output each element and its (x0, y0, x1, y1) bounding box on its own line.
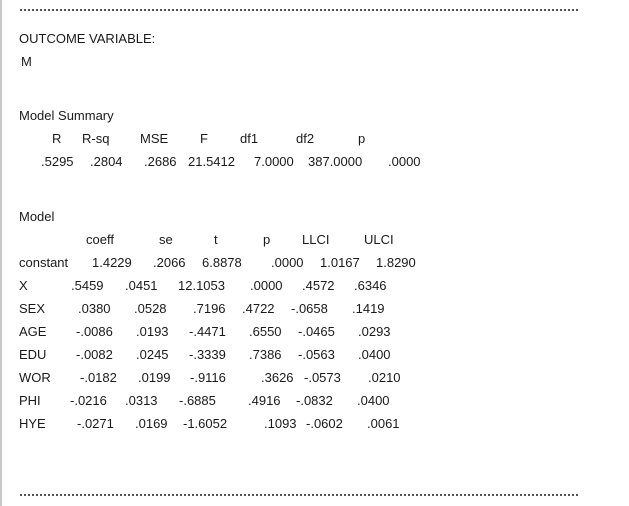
bottom-separator (19, 493, 579, 497)
model-header-llci: LLCI (302, 232, 330, 247)
ulci-cell: .0210 (368, 370, 401, 385)
coeff-cell: -.0216 (70, 393, 107, 408)
model-header-se: se (159, 232, 173, 247)
row-label: AGE (19, 324, 47, 339)
summary-header-df2: df2 (296, 131, 315, 146)
coeff-cell: -.0182 (80, 370, 117, 385)
se-cell: .0199 (138, 370, 171, 385)
p-cell: .7386 (249, 347, 282, 362)
model-summary-title: Model Summary (19, 108, 114, 123)
t-cell: -.3339 (189, 347, 226, 362)
p-cell: .1093 (264, 416, 297, 431)
summary-header-p: p (358, 131, 366, 146)
p-cell: .4722 (242, 301, 275, 316)
summary-value-mse: .2686 (144, 154, 177, 169)
model-row-sex (2, 301, 629, 316)
model-header-t: t (214, 232, 218, 247)
model-header-coeff: coeff (86, 232, 114, 247)
summary-value-f: 21.5412 (188, 154, 235, 169)
llci-cell: -.0465 (298, 324, 335, 339)
llci-cell: 1.0167 (320, 255, 360, 270)
llci-cell: -.0563 (298, 347, 335, 362)
top-separator (19, 8, 579, 12)
llci-cell: .4572 (302, 278, 335, 293)
row-label: PHI (19, 393, 41, 408)
outcome-value: M (21, 54, 32, 69)
model-row-age (2, 324, 629, 339)
row-label: EDU (19, 347, 47, 362)
outcome-label: OUTCOME VARIABLE: (19, 31, 156, 46)
t-cell: -1.6052 (183, 416, 228, 431)
se-cell: .0169 (135, 416, 168, 431)
summary-value-df2: 387.0000 (308, 154, 363, 169)
summary-header-mse: MSE (140, 131, 169, 146)
t-cell: -.6885 (179, 393, 216, 408)
t-cell: 6.8878 (202, 255, 242, 270)
model-row-edu (2, 347, 629, 362)
ulci-cell: .0400 (357, 393, 390, 408)
t-cell: -.4471 (189, 324, 226, 339)
p-cell: .0000 (271, 255, 304, 270)
model-row-phi (2, 393, 629, 408)
summary-header-r: R (52, 131, 62, 146)
summary-value-rsq: .2804 (90, 154, 123, 169)
row-label: SEX (19, 301, 46, 316)
t-cell: -.9116 (190, 370, 226, 385)
se-cell: .2066 (153, 255, 186, 270)
summary-value-row (2, 154, 629, 169)
ulci-cell: 1.8290 (376, 255, 416, 270)
llci-cell: -.0832 (296, 393, 333, 408)
summary-value-r: .5295 (41, 154, 74, 169)
ulci-cell: .6346 (354, 278, 387, 293)
coeff-cell: 1.4229 (92, 255, 132, 270)
llci-cell: -.0573 (304, 370, 341, 385)
t-cell: .7196 (193, 301, 226, 316)
coeff-cell: .5459 (71, 278, 104, 293)
llci-cell: -.0602 (306, 416, 343, 431)
coeff-cell: -.0086 (76, 324, 113, 339)
model-row-wor (2, 370, 629, 385)
model-row-constant (2, 255, 629, 270)
model-header-ulci: ULCI (364, 232, 394, 247)
coeff-cell: -.0082 (76, 347, 113, 362)
se-cell: .0528 (134, 301, 167, 316)
model-row-x (2, 278, 629, 293)
se-cell: .0313 (125, 393, 158, 408)
ulci-cell: .0293 (358, 324, 391, 339)
row-label: X (19, 278, 28, 293)
coeff-cell: .0380 (78, 301, 111, 316)
se-cell: .0245 (136, 347, 169, 362)
summary-value-df1: 7.0000 (254, 154, 294, 169)
summary-header-f: F (200, 131, 208, 146)
row-label: constant (19, 255, 69, 270)
llci-cell: -.0658 (291, 301, 328, 316)
coeff-cell: -.0271 (77, 416, 114, 431)
model-header-p: p (263, 232, 271, 247)
ulci-cell: .0400 (358, 347, 391, 362)
summary-header-row (2, 131, 629, 146)
p-cell: .3626 (261, 370, 294, 385)
model-row-hye (2, 416, 629, 431)
p-cell: .4916 (248, 393, 281, 408)
model-title: Model (19, 209, 55, 224)
row-label: HYE (19, 416, 46, 431)
p-cell: .6550 (249, 324, 282, 339)
ulci-cell: .1419 (352, 301, 385, 316)
row-label: WOR (19, 370, 51, 385)
p-cell: .0000 (250, 278, 283, 293)
ulci-cell: .0061 (367, 416, 400, 431)
se-cell: .0451 (125, 278, 158, 293)
model-header-row (2, 232, 629, 247)
t-cell: 12.1053 (178, 278, 225, 293)
summary-header-rsq: R-sq (82, 131, 110, 146)
se-cell: .0193 (136, 324, 169, 339)
summary-header-df1: df1 (240, 131, 259, 146)
summary-value-p: .0000 (388, 154, 421, 169)
